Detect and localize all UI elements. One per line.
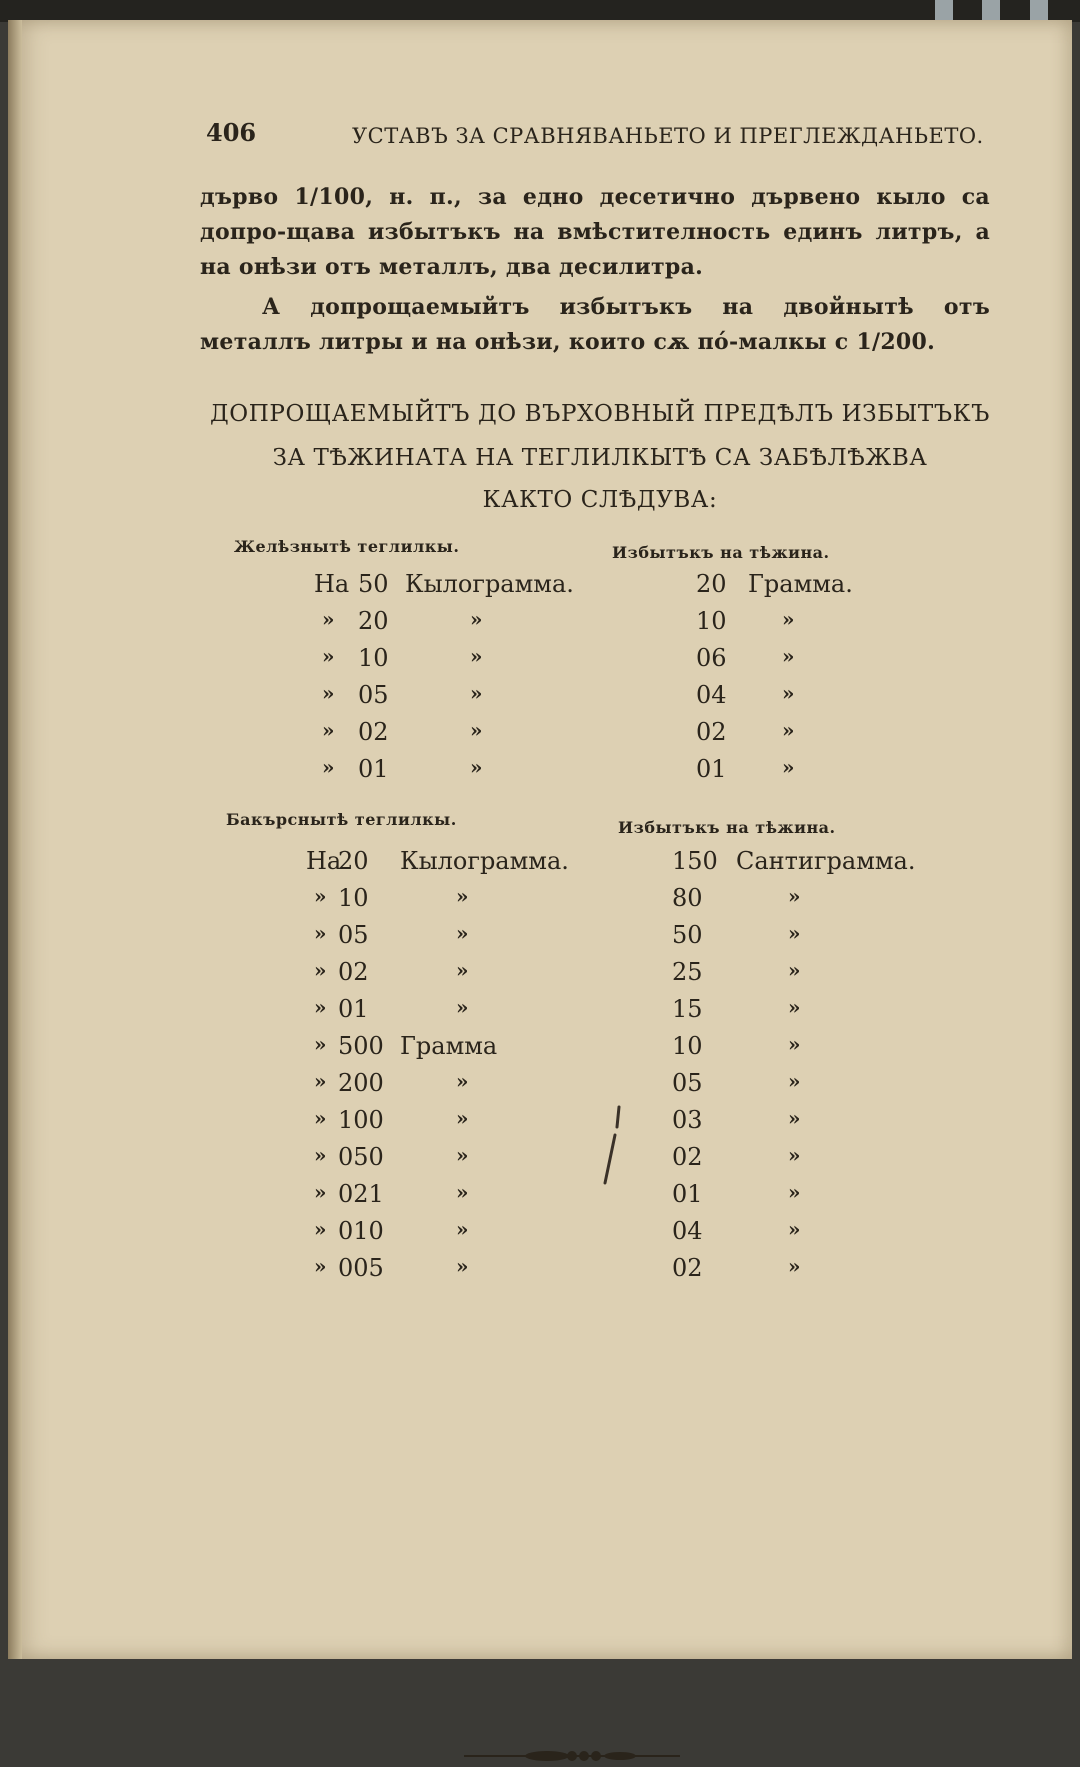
row-excess-unit: » xyxy=(782,681,795,705)
row-excess-unit: » xyxy=(788,1032,801,1056)
row-quantity: 010 xyxy=(338,1217,384,1245)
row-unit: » xyxy=(470,718,483,742)
row-quantity: 10 xyxy=(358,644,389,672)
row-excess-unit: Грамма. xyxy=(748,570,853,598)
row-unit: » xyxy=(456,1254,469,1278)
row-quantity: 01 xyxy=(338,995,369,1023)
paragraph-1: дърво 1/100, н. п., за едно десетично дървено кыло са допро-щава избытъкъ на вмѣстителность единъ литръ, а на онѣзи отъ металлъ, два десилитра. xyxy=(200,184,990,280)
row-unit: Кылограмма. xyxy=(400,847,569,875)
row-unit: Грамма xyxy=(400,1032,498,1060)
row-quantity: 50 xyxy=(358,570,389,598)
row-excess-unit: » xyxy=(788,1180,801,1204)
row-prefix: » xyxy=(314,995,327,1019)
copper-excess-header: Избытъкъ на тѣжина. xyxy=(618,818,836,837)
row-excess: 02 xyxy=(672,1143,703,1171)
row-quantity: 20 xyxy=(358,607,389,635)
row-excess: 02 xyxy=(672,1254,703,1282)
row-excess-unit: » xyxy=(788,1069,801,1093)
row-prefix: » xyxy=(322,718,335,742)
row-quantity: 05 xyxy=(358,681,389,709)
copper-weights-header: Бакърснытѣ теглилкы. xyxy=(226,810,457,829)
row-quantity: 500 xyxy=(338,1032,384,1060)
row-excess-unit: » xyxy=(782,644,795,668)
row-unit: » xyxy=(456,1106,469,1130)
row-excess: 20 xyxy=(696,570,727,598)
section-heading-line-1: ДОПРОЩАЕМЫЙТЪ ДО ВЪРХОВНЫЙ ПРЕДѢЛЪ ИЗБЫТЪКЪ xyxy=(210,401,990,427)
row-excess: 150 xyxy=(672,847,718,875)
iron-weights-header: Желѣзнытѣ теглилкы. xyxy=(234,537,460,556)
row-prefix: На xyxy=(314,570,350,598)
row-quantity: 050 xyxy=(338,1143,384,1171)
row-unit: » xyxy=(456,1069,469,1093)
row-unit: » xyxy=(456,995,469,1019)
row-prefix: » xyxy=(322,644,335,668)
row-prefix: » xyxy=(322,755,335,779)
row-unit: Кылограмма. xyxy=(405,570,574,598)
row-prefix: » xyxy=(314,1180,327,1204)
running-title: УСТАВЪ ЗА СРАВНЯВАНЬЕТО И ПРЕГЛЕЖДАНЬЕТО. xyxy=(352,124,984,148)
row-excess-unit: » xyxy=(788,884,801,908)
row-quantity: 02 xyxy=(338,958,369,986)
row-prefix: » xyxy=(314,1106,327,1130)
row-excess: 03 xyxy=(672,1106,703,1134)
row-prefix: » xyxy=(314,1254,327,1278)
section-heading-line-2: ЗА ТѢЖИНАТА НА ТЕГЛИЛКЫТѢ СА ЗАБѢЛѢЖВА xyxy=(272,445,928,471)
page-number: 406 xyxy=(206,118,257,147)
row-excess-unit: » xyxy=(782,607,795,631)
row-excess: 06 xyxy=(696,644,727,672)
row-unit: » xyxy=(456,1217,469,1241)
row-prefix: » xyxy=(314,1069,327,1093)
row-prefix: На xyxy=(306,847,342,875)
row-unit: » xyxy=(456,921,469,945)
row-excess-unit: » xyxy=(788,1106,801,1130)
row-excess: 05 xyxy=(672,1069,703,1097)
row-quantity: 10 xyxy=(338,884,369,912)
row-unit: » xyxy=(456,958,469,982)
row-excess: 80 xyxy=(672,884,703,912)
ornamental-rule xyxy=(462,1745,682,1767)
row-prefix: » xyxy=(314,1143,327,1167)
row-excess-unit: » xyxy=(788,958,801,982)
row-prefix: » xyxy=(314,884,327,908)
row-unit: » xyxy=(470,755,483,779)
row-excess: 01 xyxy=(696,755,727,783)
row-prefix: » xyxy=(322,681,335,705)
row-excess: 04 xyxy=(696,681,727,709)
row-quantity: 100 xyxy=(338,1106,384,1134)
row-quantity: 05 xyxy=(338,921,369,949)
row-prefix: » xyxy=(314,921,327,945)
row-unit: » xyxy=(456,1180,469,1204)
row-quantity: 021 xyxy=(338,1180,384,1208)
row-excess-unit: » xyxy=(788,921,801,945)
row-excess: 01 xyxy=(672,1180,703,1208)
row-excess: 25 xyxy=(672,958,703,986)
row-excess: 15 xyxy=(672,995,703,1023)
row-prefix: » xyxy=(314,1217,327,1241)
row-excess-unit: » xyxy=(788,1254,801,1278)
row-unit: » xyxy=(456,1143,469,1167)
row-unit: » xyxy=(470,644,483,668)
row-excess-unit: » xyxy=(782,718,795,742)
row-excess: 50 xyxy=(672,921,703,949)
row-unit: » xyxy=(470,607,483,631)
row-excess-unit: » xyxy=(788,1217,801,1241)
section-heading-line-3: КАКТО СЛѢДУВА: xyxy=(482,487,718,513)
pencil-mark xyxy=(595,1105,625,1187)
row-excess-unit: Сантиграмма. xyxy=(736,847,916,875)
row-excess-unit: » xyxy=(788,1143,801,1167)
row-prefix: » xyxy=(322,607,335,631)
row-quantity: 20 xyxy=(338,847,369,875)
row-excess-unit: » xyxy=(788,995,801,1019)
row-excess: 04 xyxy=(672,1217,703,1245)
row-excess: 10 xyxy=(696,607,727,635)
row-quantity: 02 xyxy=(358,718,389,746)
iron-excess-header: Избытъкъ на тѣжина. xyxy=(612,543,830,562)
row-quantity: 005 xyxy=(338,1254,384,1282)
row-unit: » xyxy=(456,884,469,908)
row-quantity: 200 xyxy=(338,1069,384,1097)
row-excess: 10 xyxy=(672,1032,703,1060)
row-prefix: » xyxy=(314,958,327,982)
row-prefix: » xyxy=(314,1032,327,1056)
paragraph-2: А допрощаемыйтъ избытъкъ на двойнытѣ отъ металлъ литры и на онѣзи, които сѫ по́-малкы с 1/200. xyxy=(200,294,990,355)
row-excess: 02 xyxy=(696,718,727,746)
row-excess-unit: » xyxy=(782,755,795,779)
row-unit: » xyxy=(470,681,483,705)
row-quantity: 01 xyxy=(358,755,389,783)
